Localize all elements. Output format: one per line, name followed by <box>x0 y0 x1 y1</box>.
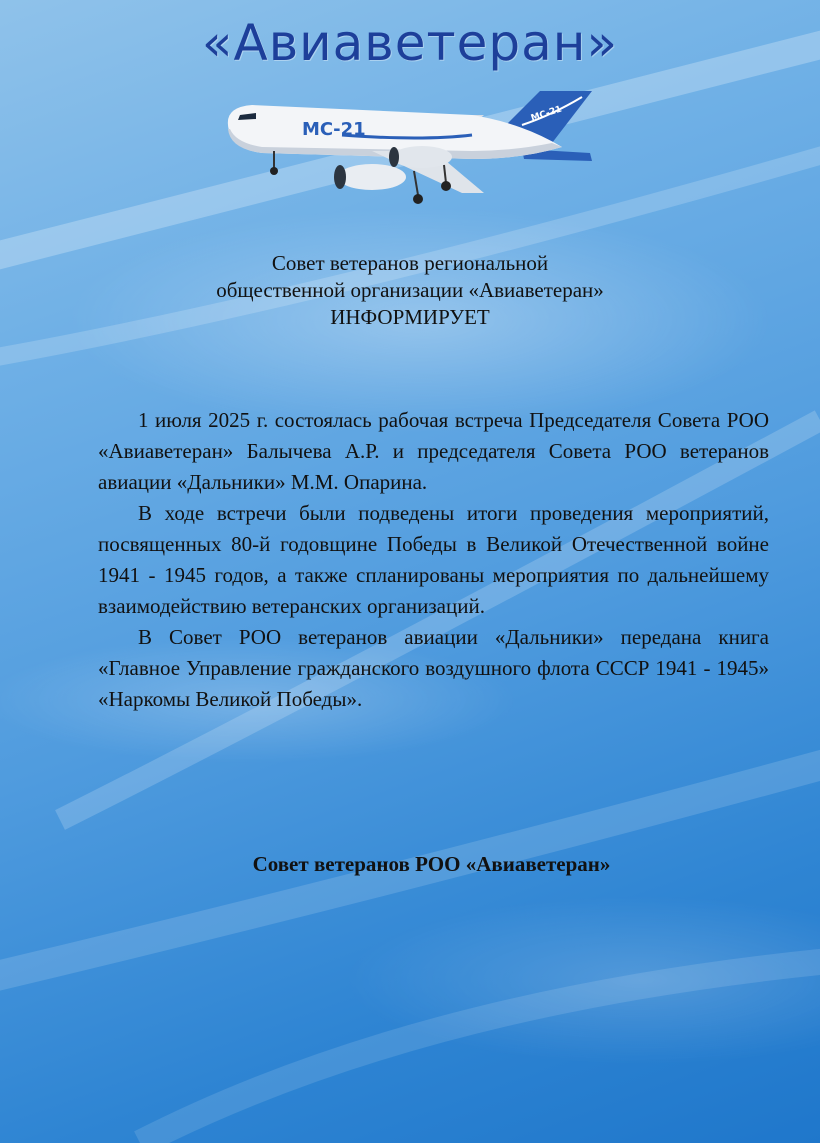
paragraph-2: В ходе встречи были подведены итоги проведения мероприятий, посвященных 80-й годовщине Победы в Великой Отечественной войне 1941 - 1945 годов, а также спланированы мероприятия по дальнейшему взаимодействию ветеранских организаций. <box>98 501 769 618</box>
article-body <box>98 405 769 715</box>
fuselage-text: МС-21 <box>302 119 366 140</box>
heading-block <box>0 250 820 331</box>
paragraph-1: 1 июля 2025 г. состоялась рабочая встреча Председателя Совета РОО «Авиаветеран» Балычева А.Р. и председателя Совета РОО ветеранов авиации «Дальники» М.М. Опарина. <box>98 408 769 494</box>
heading-line-1: Совет ветеранов региональной <box>271 251 549 275</box>
aircraft-image <box>222 85 602 215</box>
tail-text: МС-21 <box>529 104 564 124</box>
signature: Совет ветеранов РОО «Авиаветеран» <box>252 852 611 876</box>
logo-text: «Авиаветеран» <box>201 14 619 72</box>
heading-line-3: ИНФОРМИРУЕТ <box>330 305 490 329</box>
paragraph-3: В Совет РОО ветеранов авиации «Дальники» передана книга «Главное Управление гражданского воздушного флота СССР 1941 - 1945» «Наркомы Великой Победы». <box>98 625 769 711</box>
heading-line-2: общественной организации «Авиаветеран» <box>216 278 604 302</box>
